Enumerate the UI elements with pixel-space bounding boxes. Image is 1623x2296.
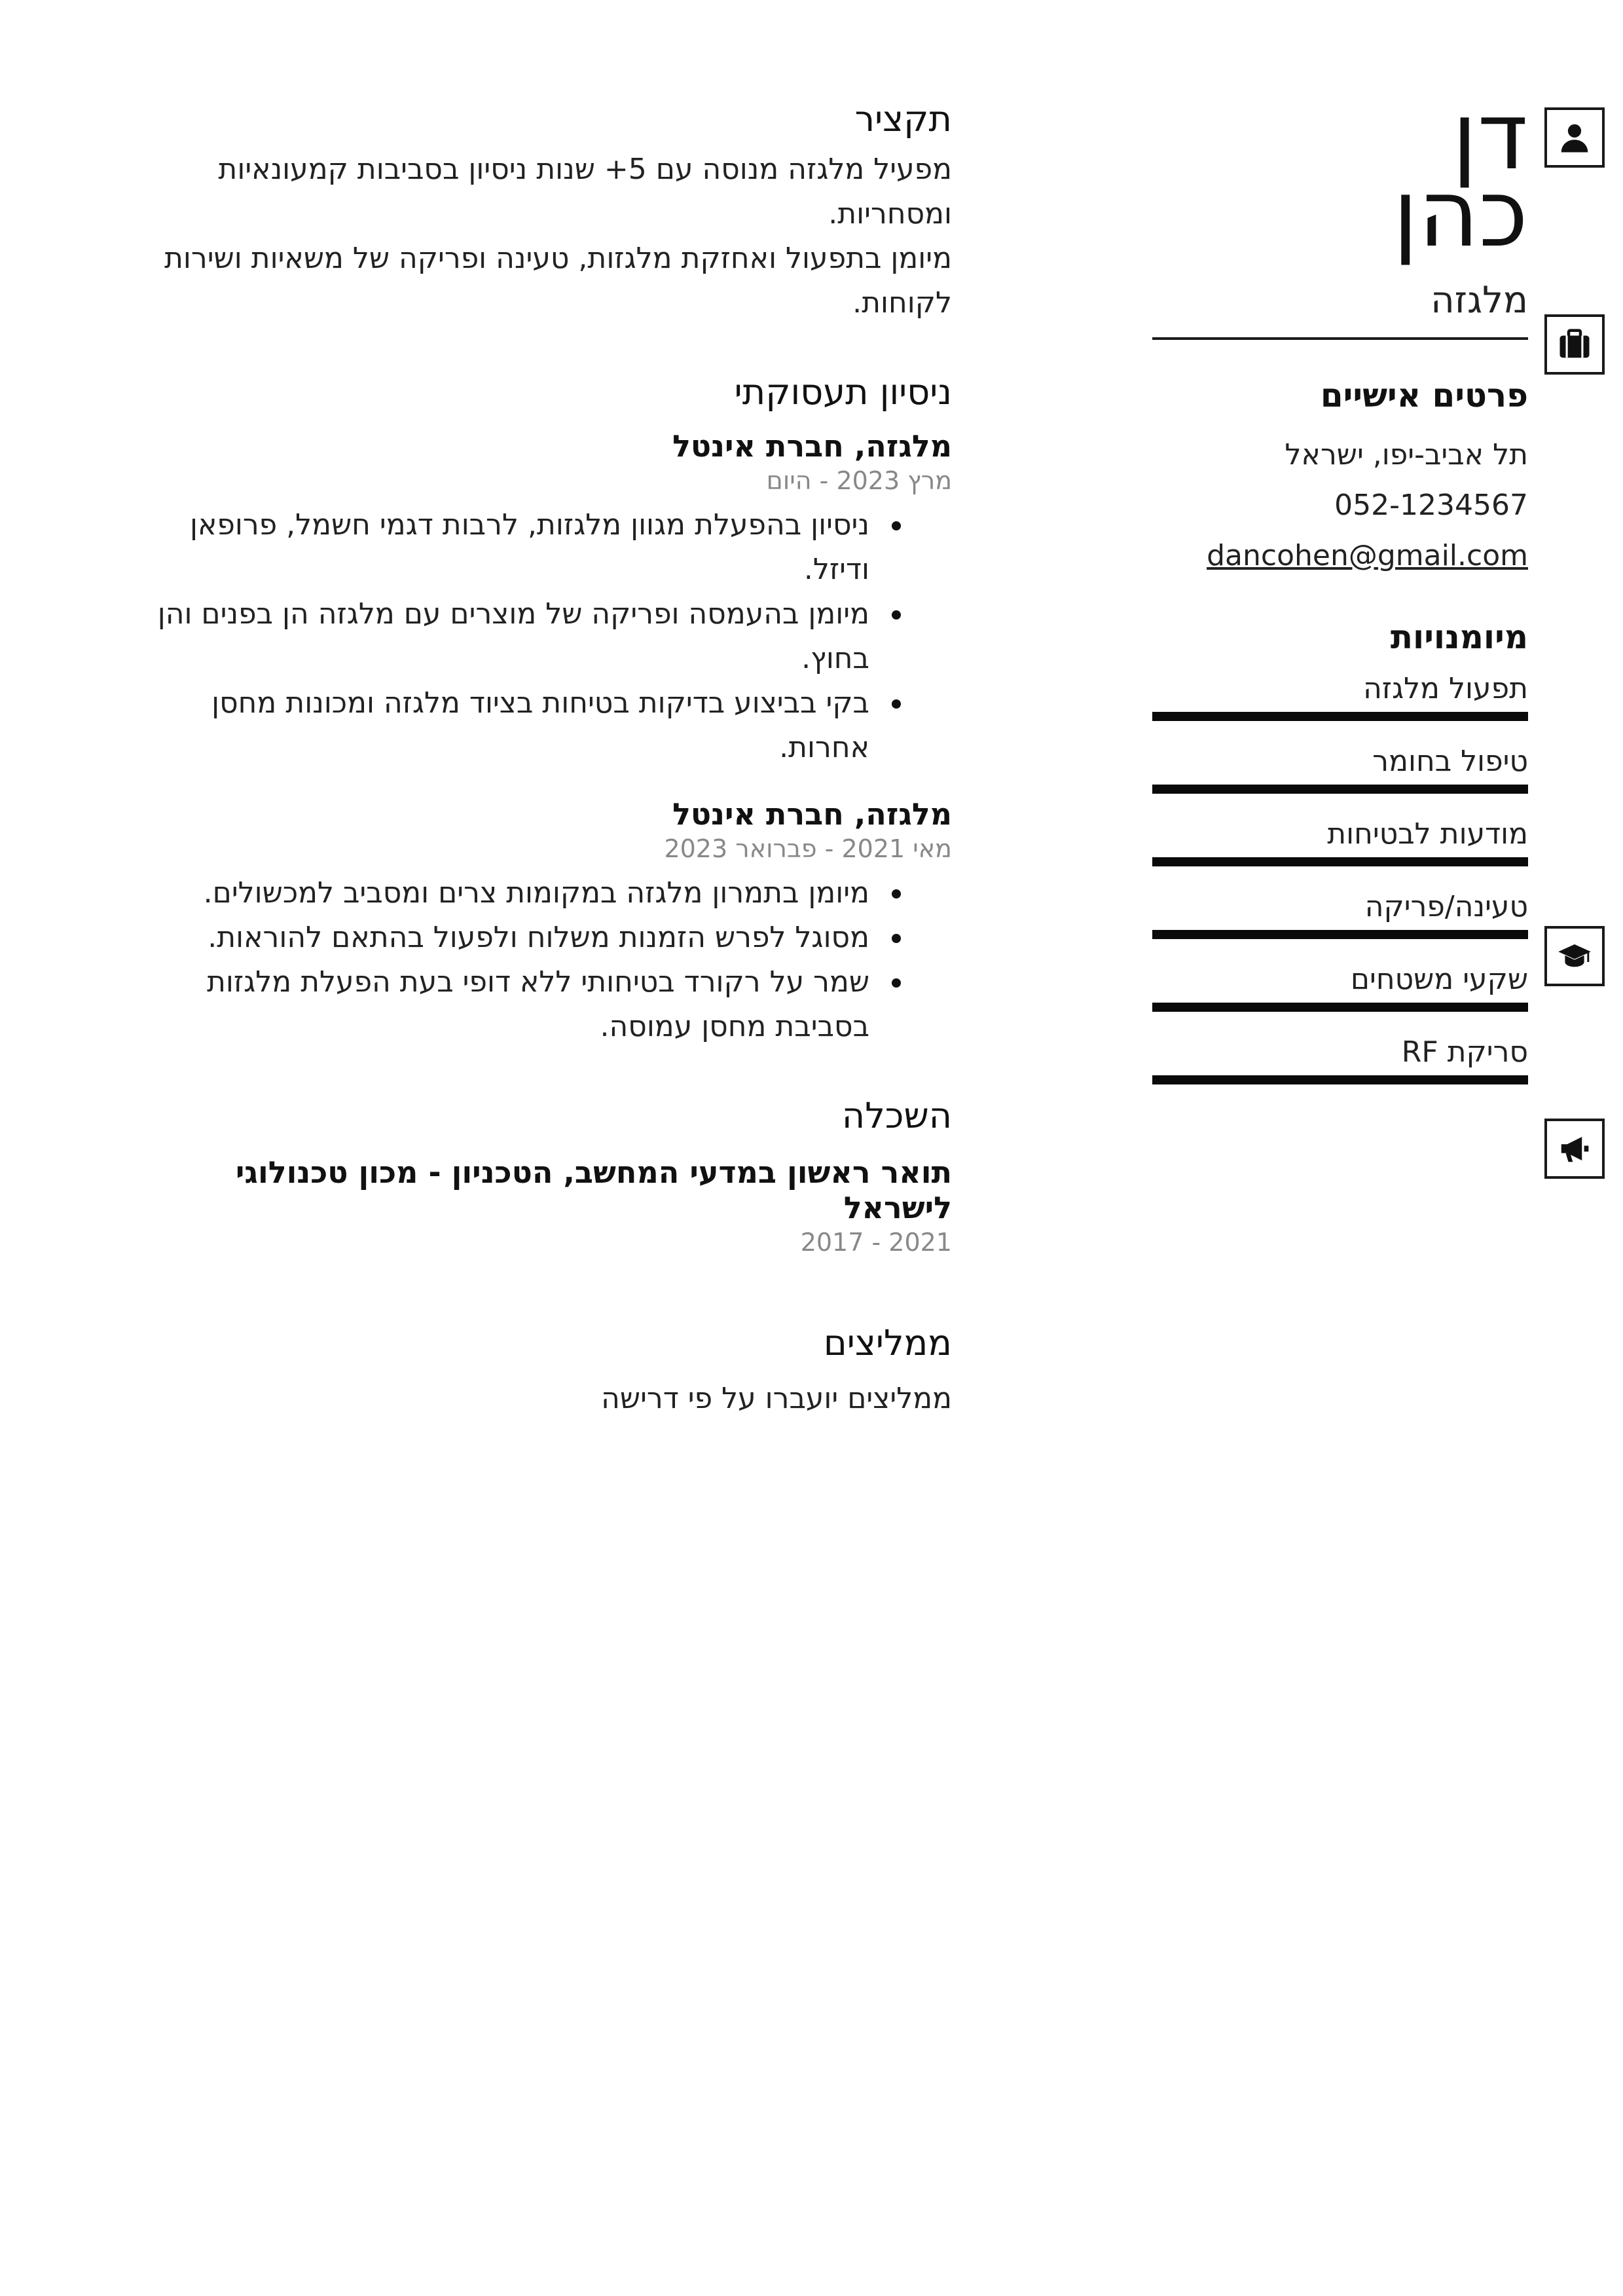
skill-label: טיפול בחומר <box>1372 745 1528 778</box>
skill-level-bar <box>1152 1075 1528 1084</box>
job-role: מלגזה <box>1431 279 1528 322</box>
job-bullets <box>131 503 952 770</box>
sidebar <box>1152 83 1528 1084</box>
education-entry <box>131 1155 952 1257</box>
degree-title: תואר ראשון במדעי המחשב, הטכניון - מכון טכנולוגי לישראל <box>235 1155 952 1225</box>
list-item: ניסיון בהפעלת מגוון מלגזות, לרבות דגמי חשמל, פרופאן ודיזל. <box>131 503 869 592</box>
skill-item <box>1152 672 1528 721</box>
experience-heading: ניסיון תעסוקתי <box>734 371 952 413</box>
skill-item <box>1152 745 1528 794</box>
graduation-cap-icon <box>1544 926 1605 986</box>
skill-label: סריקת RF <box>1401 1035 1528 1069</box>
list-item: מיומן בתמרון מלגזה במקומות צרים ומסביב למכשולים. <box>131 871 869 916</box>
job-bullets <box>131 871 952 1049</box>
skill-label: תפעול מלגזה <box>1363 672 1528 705</box>
skill-item <box>1152 817 1528 866</box>
summary-line: מפעיל מלגזה מנוסה עם 5+ שנות ניסיון בסביבות קמעונאיות ומסחריות. <box>218 153 952 231</box>
references-text: ממליצים יועברו על פי דרישה <box>601 1382 952 1415</box>
location-text: תל אביב-יפו, ישראל <box>1285 438 1528 472</box>
skill-label: טעינה/פריקה <box>1364 890 1528 923</box>
skill-item <box>1152 890 1528 939</box>
user-icon <box>1544 107 1605 168</box>
skill-level-bar <box>1152 712 1528 721</box>
education-dates: 2017 - 2021 <box>800 1228 952 1257</box>
skill-item <box>1152 963 1528 1012</box>
list-item: מסוגל לפרש הזמנות משלוח ולפעול בהתאם להוראות. <box>131 916 869 960</box>
job-title: מלגזה, חברת אינטל <box>672 428 952 464</box>
education-heading: השכלה <box>841 1095 952 1136</box>
skill-level-bar <box>1152 930 1528 939</box>
summary-heading: תקציר <box>854 98 952 139</box>
references-heading: ממליצים <box>823 1322 952 1363</box>
first-name: דן <box>1451 83 1528 191</box>
list-item: מיומן בהעמסה ופריקה של מוצרים עם מלגזה הן בפנים והן בחוץ. <box>131 592 869 681</box>
job-entry <box>131 428 952 770</box>
email-link[interactable]: dancohen@gmail.com <box>1207 539 1528 572</box>
main-content <box>131 98 952 1421</box>
skill-level-bar <box>1152 857 1528 866</box>
briefcase-icon <box>1544 314 1605 375</box>
divider <box>1152 337 1528 340</box>
job-dates: מרץ 2023 - היום <box>766 466 952 495</box>
skill-level-bar <box>1152 785 1528 794</box>
last-name: כהן <box>1393 160 1528 268</box>
skill-label: שקעי משטחים <box>1350 963 1528 996</box>
list-item: שמר על רקורד בטיחותי ללא דופי בעת הפעלת מלגזות בסביבת מחסן עמוסה. <box>131 960 869 1049</box>
summary-line: מיומן בתפעול ואחזקת מלגזות, טעינה ופריקה של משאיות ושירות לקוחות. <box>164 242 952 320</box>
skill-label: מודעות לבטיחות <box>1327 817 1528 851</box>
job-dates: מאי 2021 - פברואר 2023 <box>664 834 952 863</box>
megaphone-icon <box>1544 1119 1605 1179</box>
phone-text: 052-1234567 <box>1334 489 1528 522</box>
skills-heading: מיומנויות <box>1390 618 1528 656</box>
job-title: מלגזה, חברת אינטל <box>672 796 952 832</box>
job-entry <box>131 796 952 1049</box>
skills-list <box>1152 672 1528 1084</box>
skill-item <box>1152 1035 1528 1084</box>
skill-level-bar <box>1152 1003 1528 1012</box>
list-item: בקי בביצוע בדיקות בטיחות בציוד מלגזה ומכונות מחסן אחרות. <box>131 681 869 770</box>
personal-heading: פרטים אישיים <box>1320 377 1528 415</box>
